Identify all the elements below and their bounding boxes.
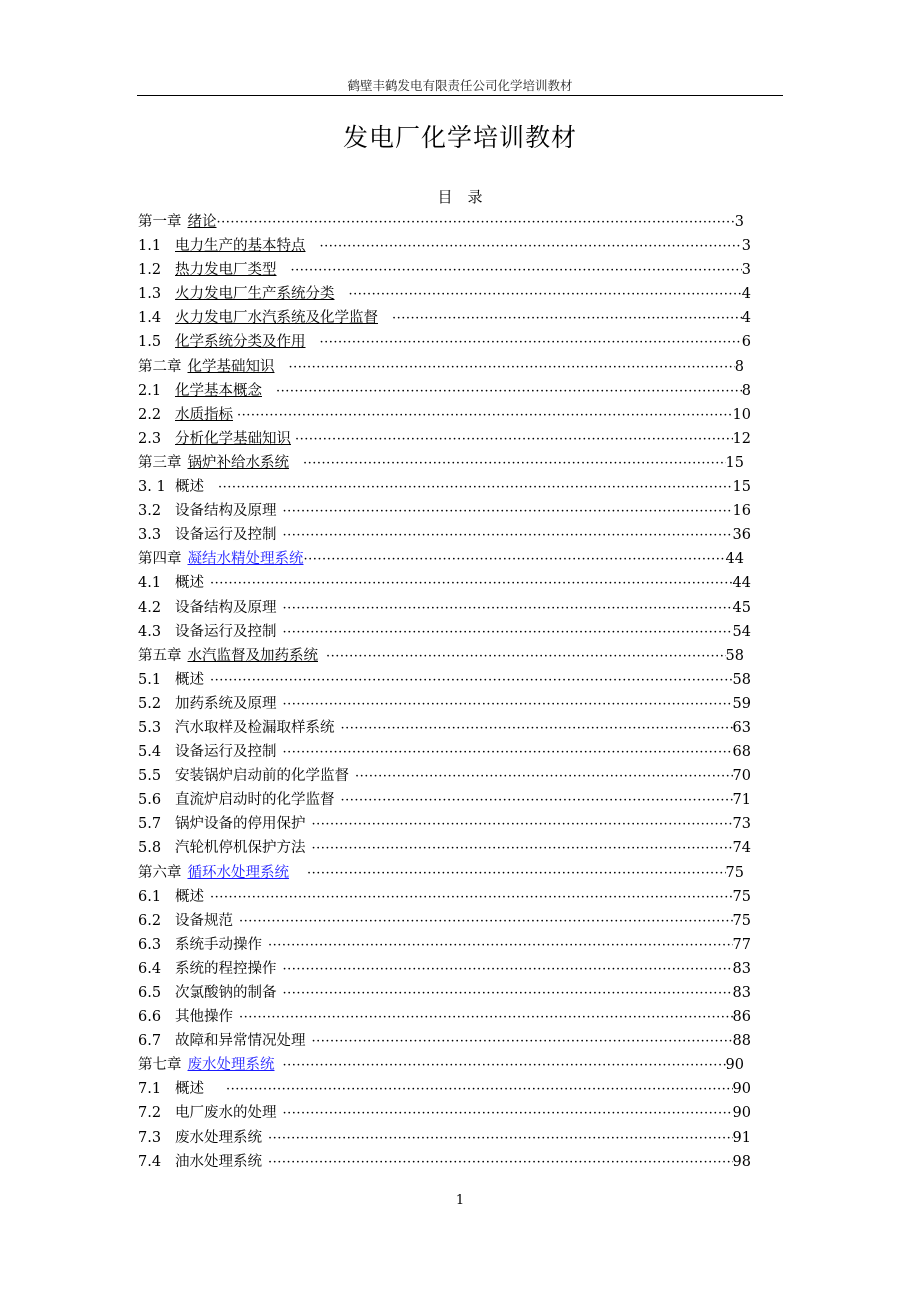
toc-section-entry[interactable] [138, 234, 751, 258]
toc-section-entry [138, 764, 751, 788]
toc-entry-number: 3.2 [138, 503, 162, 520]
toc-dot-leader [283, 625, 733, 640]
toc-section-entry [138, 1150, 751, 1174]
toc-dot-leader [268, 1131, 733, 1146]
toc-dot-leader [341, 793, 733, 808]
toc-section-entry [138, 885, 751, 909]
toc-entry-number: 7.3 [138, 1129, 162, 1146]
toc-entry-number: 6.7 [138, 1033, 162, 1050]
toc-entry-number: 第一章 [138, 214, 182, 230]
toc-entry-title: 其他操作 [175, 1009, 233, 1026]
toc-entry-number: 5.3 [138, 719, 162, 736]
toc-section-entry [138, 523, 751, 547]
toc-dot-leader [283, 528, 733, 543]
toc-entry-link[interactable]: 化学基本概念 [175, 382, 262, 399]
toc-entry-link[interactable]: 废水处理系统 [187, 1057, 275, 1074]
toc-entry-page: 15 [732, 479, 751, 496]
toc-dot-leader [320, 335, 742, 350]
toc-entry-title: 锅炉设备的停用保护 [175, 816, 306, 833]
toc-entry-page: 44 [732, 575, 751, 592]
toc-entry-title: 汽水取样及检漏取样系统 [175, 719, 335, 736]
toc-entry-page: 3 [734, 214, 744, 230]
toc-heading: 目 录 [437, 188, 483, 206]
toc-entry-page: 88 [732, 1033, 751, 1050]
toc-entry-number: 2.2 [138, 406, 162, 423]
toc-entry-title: 设备运行及控制 [175, 623, 277, 640]
page-number: 1 [455, 1193, 465, 1208]
toc-entry-link[interactable]: 锅炉补给水系统 [187, 454, 289, 471]
toc-entry-page: 75 [725, 864, 744, 881]
toc-entry-page: 45 [732, 599, 751, 616]
toc-entry-number: 6.5 [138, 985, 162, 1001]
toc-entry-number: 1.3 [138, 286, 162, 303]
toc-entry-number: 1.5 [138, 334, 162, 351]
toc-entry-page: 75 [732, 912, 751, 929]
toc-entry-title: 油水处理系统 [175, 1153, 262, 1170]
toc-entry-page: 86 [732, 1009, 751, 1026]
toc-entry-page: 83 [732, 985, 751, 1001]
toc-section-entry [138, 1101, 751, 1125]
toc-section-entry [138, 909, 751, 933]
toc-dot-leader [283, 697, 733, 712]
toc-entry-number: 4.1 [138, 575, 162, 592]
toc-entry-title: 系统的程控操作 [175, 960, 277, 977]
toc-dot-leader [303, 456, 726, 471]
toc-dot-leader [210, 673, 733, 688]
toc-section-entry[interactable] [138, 282, 751, 306]
toc-entry-page: 90 [732, 1105, 751, 1122]
toc-dot-leader [283, 745, 733, 760]
toc-entry-link[interactable]: 火力发电厂水汽系统及化学监督 [175, 310, 378, 327]
toc-section-entry [138, 1126, 751, 1150]
toc-entry-page: 75 [732, 888, 751, 905]
toc-entry-link[interactable]: 分析化学基础知识 [175, 430, 291, 447]
toc-entry-title: 设备运行及控制 [175, 527, 277, 544]
toc-entry-number: 2.3 [138, 430, 162, 447]
toc-dot-leader [276, 384, 742, 399]
toc-entry-number: 5.7 [138, 816, 162, 833]
toc-entry-title: 系统手动操作 [175, 936, 262, 953]
running-header: 鹤壁丰鹤发电有限责任公司化学培训教材 [347, 78, 573, 93]
toc-entry-number: 6.2 [138, 912, 162, 929]
toc-section-entry [138, 933, 751, 957]
toc-entry-number: 7.4 [138, 1153, 162, 1170]
toc-entry-number: 5.1 [138, 671, 162, 688]
toc-entry-page: 16 [732, 503, 751, 520]
header-rule [137, 95, 783, 96]
toc-entry-page: 73 [732, 816, 751, 833]
toc-entry-page: 15 [725, 454, 744, 471]
toc-entry-page: 36 [732, 527, 751, 544]
toc-entry-link[interactable]: 电力生产的基本特点 [175, 238, 306, 255]
toc-entry-page: 71 [732, 792, 751, 809]
toc-section-entry [138, 668, 751, 692]
toc-entry-title: 设备规范 [175, 912, 233, 929]
toc-dot-leader [283, 1106, 733, 1121]
toc-section-entry [138, 981, 751, 1005]
toc-entry-page: 3 [741, 238, 751, 255]
toc-entry-page: 12 [732, 430, 751, 447]
toc-entry-link[interactable]: 火力发电厂生产系统分类 [175, 286, 335, 303]
toc-section-entry [138, 620, 751, 644]
toc-dot-leader [218, 480, 733, 495]
toc-entry-number: 5.4 [138, 744, 162, 761]
toc-entry-title: 电厂废水的处理 [175, 1105, 277, 1122]
toc-entry-number: 6.3 [138, 936, 162, 953]
toc-entry-title: 汽轮机停机保护方法 [175, 840, 306, 857]
toc-entry-number: 6.4 [138, 960, 162, 977]
toc-entry-number: 1.1 [138, 238, 162, 255]
toc-entry-number: 2.1 [138, 382, 162, 399]
toc-entry-title: 安装锅炉启动前的化学监督 [175, 768, 349, 785]
toc-entry-number: 第七章 [138, 1057, 182, 1074]
toc-chapter-entry[interactable] [138, 1053, 744, 1077]
toc-entry-number: 5.2 [138, 695, 162, 712]
toc-entry-number: 3.3 [138, 527, 162, 544]
toc-section-entry [138, 788, 751, 812]
toc-entry-number: 1.2 [138, 262, 162, 279]
toc-entry-title: 直流炉启动时的化学监督 [175, 792, 335, 809]
toc-dot-leader [283, 1058, 726, 1073]
toc-dot-leader [217, 215, 735, 230]
toc-entry-number: 7.1 [138, 1081, 162, 1098]
toc-dot-leader [312, 817, 733, 832]
toc-entry-title: 设备结构及原理 [175, 599, 277, 616]
toc-section-entry [138, 692, 751, 716]
toc-entry-number: 第二章 [138, 358, 182, 375]
toc-chapter-entry[interactable] [138, 644, 744, 668]
toc-entry-page: 98 [732, 1153, 751, 1170]
toc-entry-number: 5.6 [138, 792, 162, 809]
toc-dot-leader [341, 721, 733, 736]
toc-entry-number: 第五章 [138, 647, 182, 664]
toc-dot-leader [291, 263, 742, 278]
toc-entry-number: 4.2 [138, 599, 162, 616]
toc-dot-leader [392, 311, 742, 326]
toc-section-entry [138, 596, 751, 620]
toc-chapter-entry[interactable] [138, 547, 744, 571]
toc-entry-page: 58 [732, 671, 751, 688]
toc-dot-leader [355, 769, 733, 784]
toc-dot-leader [326, 649, 726, 664]
toc-section-entry[interactable] [138, 258, 751, 282]
toc-dot-leader [239, 1010, 733, 1025]
toc-dot-leader [307, 866, 726, 881]
toc-entry-page: 10 [732, 406, 751, 423]
toc-entry-page: 8 [741, 382, 751, 399]
toc-entry-number: 5.8 [138, 840, 162, 857]
table-of-contents [138, 210, 751, 1174]
toc-section-entry[interactable] [138, 306, 751, 330]
toc-dot-leader [226, 1082, 733, 1097]
toc-entry-title: 废水处理系统 [175, 1129, 262, 1146]
document-title: 发电厂化学培训教材 [342, 123, 577, 152]
toc-section-entry[interactable] [138, 379, 751, 403]
toc-dot-leader [312, 841, 733, 856]
toc-dot-leader [283, 986, 733, 1001]
toc-dot-leader [210, 576, 733, 591]
toc-entry-page: 91 [732, 1129, 751, 1146]
toc-dot-leader [283, 504, 733, 519]
toc-dot-leader [349, 287, 742, 302]
toc-section-entry [138, 836, 751, 860]
toc-entry-page: 4 [741, 310, 751, 327]
toc-entry-number: 第三章 [138, 454, 182, 471]
toc-entry-number: 第六章 [138, 864, 182, 881]
toc-entry-number: 7.2 [138, 1105, 162, 1122]
toc-entry-link[interactable]: 水质指标 [175, 406, 233, 423]
toc-dot-leader [295, 432, 733, 447]
toc-entry-title: 故障和异常情况处理 [175, 1033, 306, 1050]
toc-entry-page: 74 [732, 840, 751, 857]
toc-entry-link[interactable]: 循环水处理系统 [187, 864, 289, 881]
toc-entry-title: 设备结构及原理 [175, 503, 277, 520]
toc-entry-link[interactable]: 凝结水精处理系统 [187, 551, 304, 568]
toc-entry-number: 3. 1 [138, 479, 166, 496]
toc-chapter-entry[interactable] [138, 210, 744, 234]
toc-section-entry[interactable] [138, 427, 751, 451]
toc-dot-leader [239, 914, 733, 929]
toc-entry-number: 6.6 [138, 1009, 162, 1026]
toc-entry-page: 8 [734, 358, 744, 375]
toc-chapter-entry[interactable] [138, 861, 744, 885]
toc-section-entry [138, 499, 751, 523]
toc-dot-leader [283, 962, 733, 977]
toc-entry-number: 第四章 [138, 551, 182, 568]
toc-entry-page: 58 [725, 647, 744, 664]
toc-entry-page: 70 [732, 768, 751, 785]
toc-entry-page: 59 [732, 695, 751, 712]
toc-entry-page: 6 [741, 334, 751, 351]
toc-section-entry [138, 1077, 751, 1101]
toc-chapter-entry[interactable] [138, 355, 744, 379]
toc-dot-leader [289, 360, 735, 375]
toc-dot-leader [320, 239, 742, 254]
toc-entry-title: 概述 [175, 1081, 204, 1098]
toc-section-entry [138, 957, 751, 981]
toc-section-entry [138, 571, 751, 595]
toc-entry-title: 设备运行及控制 [175, 744, 277, 761]
toc-dot-leader [210, 890, 733, 905]
toc-section-entry [138, 740, 751, 764]
toc-section-entry [138, 1029, 751, 1053]
toc-dot-leader [304, 552, 726, 567]
toc-entry-number: 6.1 [138, 888, 162, 905]
toc-entry-page: 44 [725, 551, 744, 568]
toc-entry-page: 63 [732, 719, 751, 736]
toc-entry-title: 次氯酸钠的制备 [175, 985, 277, 1001]
toc-entry-page: 68 [732, 744, 751, 761]
toc-entry-link[interactable]: 绪论 [187, 214, 217, 230]
toc-section-entry [138, 812, 751, 836]
toc-entry-page: 54 [732, 623, 751, 640]
toc-entry-link[interactable]: 水汽监督及加药系统 [187, 647, 318, 664]
toc-entry-title: 概述 [175, 479, 204, 496]
toc-entry-title: 概述 [175, 888, 204, 905]
toc-dot-leader [268, 938, 733, 953]
toc-entry-title: 概述 [175, 575, 204, 592]
toc-dot-leader [237, 408, 733, 423]
toc-dot-leader [268, 1155, 733, 1170]
toc-entry-number: 4.3 [138, 623, 162, 640]
toc-entry-number: 1.4 [138, 310, 162, 327]
toc-dot-leader [283, 601, 733, 616]
toc-section-entry [138, 716, 751, 740]
toc-entry-title: 加药系统及原理 [175, 695, 277, 712]
toc-dot-leader [312, 1034, 733, 1049]
toc-section-entry[interactable] [138, 403, 751, 427]
toc-entry-link[interactable]: 化学系统分类及作用 [175, 334, 306, 351]
toc-entry-number: 5.5 [138, 768, 162, 785]
toc-entry-title: 概述 [175, 671, 204, 688]
toc-section-entry [138, 1005, 751, 1029]
toc-entry-link[interactable]: 化学基础知识 [187, 358, 275, 375]
toc-section-entry[interactable] [138, 330, 751, 354]
toc-entry-page: 83 [732, 960, 751, 977]
toc-entry-page: 3 [741, 262, 751, 279]
toc-entry-page: 90 [725, 1057, 744, 1074]
toc-entry-link[interactable]: 热力发电厂类型 [175, 262, 277, 279]
toc-section-entry [138, 475, 751, 499]
toc-entry-page: 4 [741, 286, 751, 303]
toc-entry-page: 90 [732, 1081, 751, 1098]
toc-entry-page: 77 [732, 936, 751, 953]
toc-chapter-entry[interactable] [138, 451, 744, 475]
